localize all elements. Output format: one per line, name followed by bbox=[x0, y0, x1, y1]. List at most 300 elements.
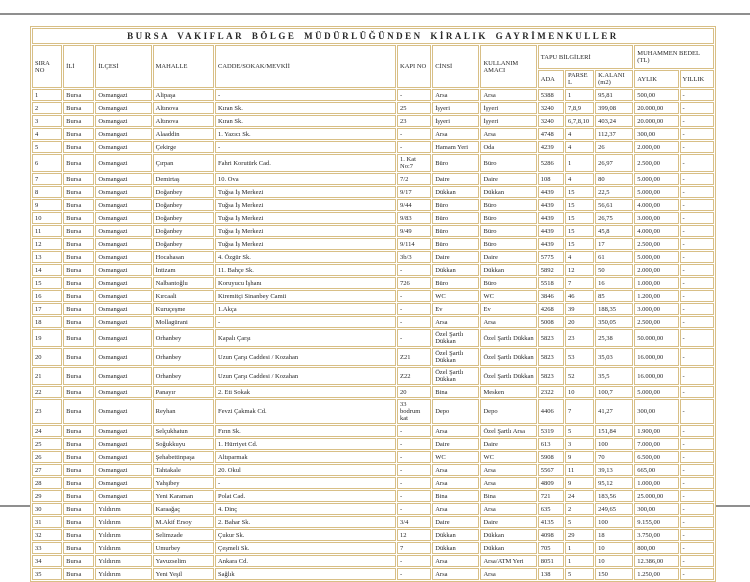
table-cell: Çeşmeli Sk. bbox=[215, 542, 396, 554]
table-cell: 4.000,00 bbox=[634, 225, 678, 237]
table-cell: Tuğsa İş Merkezi bbox=[215, 238, 396, 250]
table-cell: Orhanbey bbox=[153, 329, 214, 347]
table-cell: 29 bbox=[32, 490, 62, 502]
table-cell: Bursa bbox=[63, 128, 94, 140]
table-cell: 33 bbox=[32, 542, 62, 554]
table-cell: Dükkan bbox=[480, 542, 536, 554]
table-cell: 23 bbox=[565, 329, 594, 347]
header-cinsi: CİNSİ bbox=[432, 45, 479, 88]
header-kalani: K.ALANI (m2) bbox=[595, 70, 633, 88]
table-cell: Arsa bbox=[480, 128, 536, 140]
table-cell: 18 bbox=[595, 529, 633, 541]
table-cell: 39 bbox=[565, 303, 594, 315]
table-cell: Bursa bbox=[63, 238, 94, 250]
table-cell: Doğanbey bbox=[153, 186, 214, 198]
table-cell: 35,5 bbox=[595, 367, 633, 385]
table-cell: - bbox=[397, 451, 431, 463]
table-row bbox=[32, 316, 714, 328]
table-cell: Nalbantoğlu bbox=[153, 277, 214, 289]
table-cell: Arsa bbox=[432, 477, 479, 489]
table-cell: 5775 bbox=[538, 251, 564, 263]
table-cell: 4. Özgür Sk. bbox=[215, 251, 396, 263]
property-listing-table bbox=[30, 26, 716, 582]
table-cell: 4439 bbox=[538, 186, 564, 198]
table-cell: 403,24 bbox=[595, 115, 633, 127]
table-cell: Yavuzselim bbox=[153, 555, 214, 567]
table-cell: Uzun Çarşı Caddesi / Kozahan bbox=[215, 348, 396, 366]
table-cell: Kırcaali bbox=[153, 290, 214, 302]
table-cell: 4098 bbox=[538, 529, 564, 541]
table-cell: Yahşibey bbox=[153, 477, 214, 489]
table-cell: 5823 bbox=[538, 348, 564, 366]
table-cell: Osmangazi bbox=[95, 141, 151, 153]
table-row bbox=[32, 503, 714, 515]
table-row bbox=[32, 477, 714, 489]
table-cell: 95,12 bbox=[595, 477, 633, 489]
table-cell: Arsa bbox=[432, 128, 479, 140]
table-cell: 5 bbox=[565, 568, 594, 580]
table-cell: Arsa bbox=[480, 568, 536, 580]
table-cell: - bbox=[397, 568, 431, 580]
table-cell: 5 bbox=[565, 425, 594, 437]
table-cell: 6.500,00 bbox=[634, 451, 678, 463]
header-kapi-no: KAPI NO bbox=[397, 45, 431, 88]
table-cell: 2.500,00 bbox=[634, 154, 678, 172]
table-cell: Bursa bbox=[63, 503, 94, 515]
table-cell: Bursa bbox=[63, 173, 94, 185]
table-cell: - bbox=[680, 367, 714, 385]
table-cell: 3/4 bbox=[397, 516, 431, 528]
table-cell: Koruyucu İşhanı bbox=[215, 277, 396, 289]
table-cell: 5 bbox=[32, 141, 62, 153]
table-cell: 11 bbox=[565, 464, 594, 476]
table-cell: - bbox=[215, 316, 396, 328]
table-cell: 3.000,00 bbox=[634, 303, 678, 315]
table-cell: Doğanbey bbox=[153, 212, 214, 224]
table-cell: Kıran Sk. bbox=[215, 102, 396, 114]
table-cell: Osmangazi bbox=[95, 438, 151, 450]
table-cell: Şehabettinpaşa bbox=[153, 451, 214, 463]
table-cell: 4 bbox=[565, 141, 594, 153]
table-cell: 249,65 bbox=[595, 503, 633, 515]
table-cell: Osmangazi bbox=[95, 238, 151, 250]
table-cell: 4439 bbox=[538, 238, 564, 250]
table-cell: İşyeri bbox=[480, 115, 536, 127]
table-cell: 8051 bbox=[538, 555, 564, 567]
table-cell: 635 bbox=[538, 503, 564, 515]
table-cell: 5.000,00 bbox=[634, 251, 678, 263]
table-cell: Bursa bbox=[63, 477, 94, 489]
table-cell: Yıldırım bbox=[95, 555, 151, 567]
table-row bbox=[32, 516, 714, 528]
table-cell: Daire bbox=[432, 438, 479, 450]
table-cell: 1.250,00 bbox=[634, 568, 678, 580]
table-cell: Osmangazi bbox=[95, 89, 151, 101]
table-cell: Arsa bbox=[432, 555, 479, 567]
table-cell: Osmangazi bbox=[95, 348, 151, 366]
table-cell: 300,00 bbox=[634, 128, 678, 140]
table-cell: Bursa bbox=[63, 290, 94, 302]
table-cell: 7.000,00 bbox=[634, 438, 678, 450]
table-cell: Yıldırım bbox=[95, 503, 151, 515]
table-cell: - bbox=[397, 503, 431, 515]
table-cell: Büro bbox=[480, 154, 536, 172]
table-cell: 19 bbox=[32, 329, 62, 347]
table-cell: 5823 bbox=[538, 367, 564, 385]
table-cell: Osmangazi bbox=[95, 212, 151, 224]
table-cell: 15 bbox=[565, 225, 594, 237]
table-cell: Osmangazi bbox=[95, 115, 151, 127]
table-cell: 4439 bbox=[538, 225, 564, 237]
table-cell: - bbox=[680, 238, 714, 250]
table-cell: 12 bbox=[397, 529, 431, 541]
table-cell: 20.000,00 bbox=[634, 102, 678, 114]
table-cell: Osmangazi bbox=[95, 102, 151, 114]
table-row bbox=[32, 425, 714, 437]
table-row bbox=[32, 173, 714, 185]
table-cell: İntizam bbox=[153, 264, 214, 276]
table-cell: Osmangazi bbox=[95, 251, 151, 263]
table-cell: - bbox=[680, 529, 714, 541]
table-row bbox=[32, 529, 714, 541]
table-cell: 2 bbox=[32, 102, 62, 114]
table-row bbox=[32, 89, 714, 101]
table-cell: WC bbox=[432, 290, 479, 302]
table-cell: Büro bbox=[432, 277, 479, 289]
table-cell: 2 bbox=[565, 503, 594, 515]
table-cell: 108 bbox=[538, 173, 564, 185]
table-cell: 1.200,00 bbox=[634, 290, 678, 302]
table-cell: 300,00 bbox=[634, 399, 678, 424]
table-cell: 50 bbox=[595, 264, 633, 276]
table-cell: Demirtaş bbox=[153, 173, 214, 185]
table-cell: 12 bbox=[32, 238, 62, 250]
table-cell: Bursa bbox=[63, 154, 94, 172]
table-cell: Çukur Sk. bbox=[215, 529, 396, 541]
table-cell: Altıparmak bbox=[215, 451, 396, 463]
table-cell: Alipaşa bbox=[153, 89, 214, 101]
table-cell: 7 bbox=[565, 277, 594, 289]
table-cell: - bbox=[397, 303, 431, 315]
table-row bbox=[32, 264, 714, 276]
table-row bbox=[32, 542, 714, 554]
table-cell: 2.000,00 bbox=[634, 141, 678, 153]
table-cell: Dükkan bbox=[432, 529, 479, 541]
table-cell: Osmangazi bbox=[95, 399, 151, 424]
table-cell: 29 bbox=[565, 529, 594, 541]
table-cell: Kiremitçi Sinanbey Camii bbox=[215, 290, 396, 302]
table-cell: 1.000,00 bbox=[634, 277, 678, 289]
header-parsel: PARSEL bbox=[565, 70, 594, 88]
table-row bbox=[32, 251, 714, 263]
table-cell: - bbox=[397, 329, 431, 347]
table-cell: Fahri Korutürk Cad. bbox=[215, 154, 396, 172]
table-cell: Arsa bbox=[432, 464, 479, 476]
table-row bbox=[32, 438, 714, 450]
table-cell: 112,37 bbox=[595, 128, 633, 140]
table-cell: 24 bbox=[565, 490, 594, 502]
table-cell: Osmangazi bbox=[95, 277, 151, 289]
table-cell: - bbox=[680, 477, 714, 489]
table-cell: Büro bbox=[480, 225, 536, 237]
table-cell: - bbox=[680, 386, 714, 398]
table-cell: 85 bbox=[595, 290, 633, 302]
page-title: BURSA VAKIFLAR BÖLGE MÜDÜRLÜĞÜNDEN KİRALIK GAYRİMENKULLER bbox=[32, 28, 714, 44]
table-cell: 56,61 bbox=[595, 199, 633, 211]
table-cell: 138 bbox=[538, 568, 564, 580]
table-cell: Arsa bbox=[432, 503, 479, 515]
table-cell: 70 bbox=[595, 451, 633, 463]
table-cell: 4268 bbox=[538, 303, 564, 315]
table-cell: - bbox=[680, 348, 714, 366]
table-cell: Osmangazi bbox=[95, 303, 151, 315]
table-cell: Osmangazi bbox=[95, 451, 151, 463]
table-row bbox=[32, 290, 714, 302]
table-cell: 4809 bbox=[538, 477, 564, 489]
table-cell: 1 bbox=[565, 555, 594, 567]
table-cell: 12.386,00 bbox=[634, 555, 678, 567]
table-cell: Özel Şartlı Dükkan bbox=[480, 329, 536, 347]
table-cell: 100,7 bbox=[595, 386, 633, 398]
table-row bbox=[32, 399, 714, 424]
table-cell: - bbox=[680, 186, 714, 198]
table-cell: Büro bbox=[480, 212, 536, 224]
table-cell: - bbox=[680, 425, 714, 437]
table-cell: Soğukkuyu bbox=[153, 438, 214, 450]
table-cell: 20 bbox=[397, 386, 431, 398]
table-cell: 15 bbox=[565, 199, 594, 211]
table-cell: 800,00 bbox=[634, 542, 678, 554]
table-cell: 15 bbox=[565, 212, 594, 224]
table-cell: - bbox=[215, 89, 396, 101]
table-cell: 4439 bbox=[538, 199, 564, 211]
table-cell: 721 bbox=[538, 490, 564, 502]
table-cell: Dükkan bbox=[432, 264, 479, 276]
table-cell: Özel Şartlı Dükkan bbox=[432, 348, 479, 366]
table-cell: Osmangazi bbox=[95, 128, 151, 140]
table-row bbox=[32, 128, 714, 140]
table-cell: - bbox=[397, 264, 431, 276]
table-cell: 35,03 bbox=[595, 348, 633, 366]
table-cell: 4 bbox=[32, 128, 62, 140]
table-cell: 4135 bbox=[538, 516, 564, 528]
table-cell: Bina bbox=[432, 386, 479, 398]
table-cell: Bursa bbox=[63, 264, 94, 276]
table-cell: 50.000,00 bbox=[634, 329, 678, 347]
table-cell: 45,8 bbox=[595, 225, 633, 237]
table-cell: Yıldırım bbox=[95, 516, 151, 528]
table-cell: Bursa bbox=[63, 425, 94, 437]
table-cell: 7/2 bbox=[397, 173, 431, 185]
table-cell: 9.155,00 bbox=[634, 516, 678, 528]
table-cell: Sağlık bbox=[215, 568, 396, 580]
table-cell: 8 bbox=[32, 186, 62, 198]
table-cell: Osmangazi bbox=[95, 367, 151, 385]
table-cell: Uzun Çarşı Caddesi / Kozahan bbox=[215, 367, 396, 385]
table-cell: 2.500,00 bbox=[634, 316, 678, 328]
table-cell: Bursa bbox=[63, 277, 94, 289]
table-cell: Bursa bbox=[63, 225, 94, 237]
table-cell: Daire bbox=[480, 251, 536, 263]
table-cell: 41,27 bbox=[595, 399, 633, 424]
table-cell: 61 bbox=[595, 251, 633, 263]
table-cell: - bbox=[680, 399, 714, 424]
table-cell: 1 bbox=[565, 154, 594, 172]
table-cell: 10 bbox=[595, 542, 633, 554]
table-cell: Daire bbox=[432, 516, 479, 528]
table-cell: 4 bbox=[565, 173, 594, 185]
table-cell: - bbox=[397, 425, 431, 437]
table-cell: 34 bbox=[32, 555, 62, 567]
table-cell: Ev bbox=[432, 303, 479, 315]
table-row bbox=[32, 141, 714, 153]
table-cell: Yıldırım bbox=[95, 529, 151, 541]
table-cell: 7 bbox=[397, 542, 431, 554]
table-cell: Orhanbey bbox=[153, 348, 214, 366]
table-cell: Osmangazi bbox=[95, 154, 151, 172]
table-cell: 5518 bbox=[538, 277, 564, 289]
table-cell: - bbox=[680, 329, 714, 347]
table-cell: - bbox=[397, 290, 431, 302]
table-cell: 27 bbox=[32, 464, 62, 476]
table-cell: 22,5 bbox=[595, 186, 633, 198]
table-row bbox=[32, 186, 714, 198]
table-cell: Osmangazi bbox=[95, 225, 151, 237]
table-cell: 9 bbox=[565, 451, 594, 463]
table-cell: 1.900,00 bbox=[634, 425, 678, 437]
table-cell: Arsa bbox=[432, 568, 479, 580]
table-cell: 11 bbox=[32, 225, 62, 237]
table-cell: 4.000,00 bbox=[634, 199, 678, 211]
table-cell: 5823 bbox=[538, 329, 564, 347]
table-cell: 12 bbox=[565, 264, 594, 276]
table-cell: Bursa bbox=[63, 141, 94, 153]
table-row bbox=[32, 490, 714, 502]
table-cell: 100 bbox=[595, 516, 633, 528]
table-cell: 4 bbox=[565, 128, 594, 140]
table-cell: WC bbox=[432, 451, 479, 463]
table-cell: 16 bbox=[32, 290, 62, 302]
table-cell: Osmangazi bbox=[95, 329, 151, 347]
table-cell: Osmangazi bbox=[95, 386, 151, 398]
table-cell: Panayır bbox=[153, 386, 214, 398]
table-cell: Yeni Yeşil bbox=[153, 568, 214, 580]
table-cell: 95,81 bbox=[595, 89, 633, 101]
table-cell: - bbox=[680, 516, 714, 528]
table-cell: - bbox=[680, 555, 714, 567]
table-cell: Yıldırım bbox=[95, 542, 151, 554]
table-cell: WC bbox=[480, 290, 536, 302]
table-cell: 1. Yazıcı Sk. bbox=[215, 128, 396, 140]
table-cell: - bbox=[680, 199, 714, 211]
table-cell: - bbox=[680, 115, 714, 127]
table-cell: 1 bbox=[32, 89, 62, 101]
table-cell: Bina bbox=[432, 490, 479, 502]
table-cell: 15 bbox=[32, 277, 62, 289]
table-cell: 1.000,00 bbox=[634, 477, 678, 489]
table-cell: - bbox=[680, 464, 714, 476]
table-cell: Bursa bbox=[63, 542, 94, 554]
table-cell: Tahtakale bbox=[153, 464, 214, 476]
table-cell: 6,7,8,10 bbox=[565, 115, 594, 127]
table-cell: 100 bbox=[595, 438, 633, 450]
table-cell: 9/83 bbox=[397, 212, 431, 224]
table-cell: Kıran Sk. bbox=[215, 115, 396, 127]
table-cell: Bursa bbox=[63, 102, 94, 114]
table-cell: 2. Bahar Sk. bbox=[215, 516, 396, 528]
table-cell: 4. Dinç bbox=[215, 503, 396, 515]
table-cell: Osmangazi bbox=[95, 173, 151, 185]
table-cell: 80 bbox=[595, 173, 633, 185]
table-cell: Arsa/ATM Yeri bbox=[480, 555, 536, 567]
table-cell: Z22 bbox=[397, 367, 431, 385]
table-cell: 20 bbox=[32, 348, 62, 366]
table-cell: 5 bbox=[565, 516, 594, 528]
table-cell: Osmangazi bbox=[95, 425, 151, 437]
table-cell: Z21 bbox=[397, 348, 431, 366]
table-cell: - bbox=[397, 464, 431, 476]
table-cell: Büro bbox=[480, 238, 536, 250]
table-cell: 4748 bbox=[538, 128, 564, 140]
table-cell: Bursa bbox=[63, 316, 94, 328]
table-cell: 500,00 bbox=[634, 89, 678, 101]
table-cell: - bbox=[397, 316, 431, 328]
table-cell: Osmangazi bbox=[95, 490, 151, 502]
table-cell: 613 bbox=[538, 438, 564, 450]
table-cell: - bbox=[680, 173, 714, 185]
table-row bbox=[32, 348, 714, 366]
table-cell: Bursa bbox=[63, 348, 94, 366]
table-cell: Özel Şartlı Dükkan bbox=[480, 348, 536, 366]
table-cell: - bbox=[680, 102, 714, 114]
table-cell: Bursa bbox=[63, 490, 94, 502]
table-cell: Bursa bbox=[63, 568, 94, 580]
table-cell: Büro bbox=[432, 225, 479, 237]
table-cell: 9 bbox=[565, 477, 594, 489]
table-cell: 26 bbox=[32, 451, 62, 463]
table-cell: Yıldırım bbox=[95, 568, 151, 580]
table-cell: Fırın Sk. bbox=[215, 425, 396, 437]
table-cell: - bbox=[680, 438, 714, 450]
table-cell: Altınova bbox=[153, 102, 214, 114]
table-cell: 23 bbox=[32, 399, 62, 424]
table-cell: 5.000,00 bbox=[634, 173, 678, 185]
table-cell: 5008 bbox=[538, 316, 564, 328]
table-cell: - bbox=[680, 128, 714, 140]
table-cell: 14 bbox=[32, 264, 62, 276]
table-row bbox=[32, 303, 714, 315]
table-cell: Doğanbey bbox=[153, 225, 214, 237]
table-cell: - bbox=[397, 490, 431, 502]
table-cell: 9/114 bbox=[397, 238, 431, 250]
table-cell: 5.000,00 bbox=[634, 386, 678, 398]
table-cell: 5.000,00 bbox=[634, 186, 678, 198]
table-cell: 22 bbox=[32, 386, 62, 398]
table-cell: Bursa bbox=[63, 555, 94, 567]
table-cell: Bursa bbox=[63, 115, 94, 127]
table-cell: - bbox=[397, 141, 431, 153]
table-cell: - bbox=[680, 290, 714, 302]
table-cell: 350,05 bbox=[595, 316, 633, 328]
table-row bbox=[32, 154, 714, 172]
table-cell: - bbox=[680, 154, 714, 172]
table-row bbox=[32, 568, 714, 580]
table-body bbox=[32, 89, 714, 580]
table-cell: 10 bbox=[565, 386, 594, 398]
table-cell: Özel Şartlı Arsa bbox=[480, 425, 536, 437]
table-cell: 21 bbox=[32, 367, 62, 385]
table-cell: 183,56 bbox=[595, 490, 633, 502]
